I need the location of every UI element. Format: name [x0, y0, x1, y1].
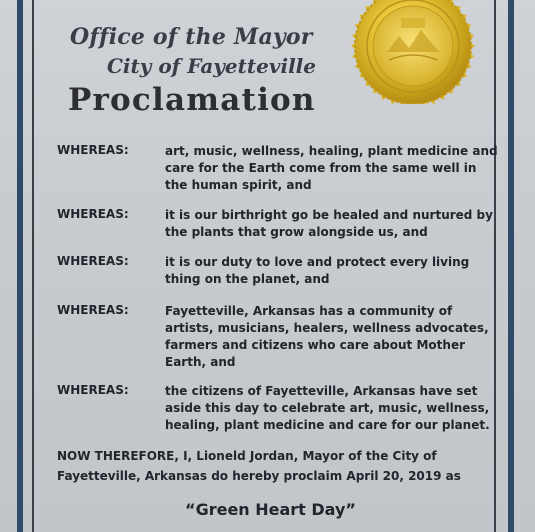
- clause-text: [165, 143, 498, 194]
- clause-line: the plants that grow alongside us, and: [165, 225, 428, 239]
- clause-text: [165, 207, 493, 241]
- clause-line: care for the Earth come from the same well in: [165, 161, 477, 175]
- clause-line: healing, plant medicine and care for our planet.: [165, 418, 490, 432]
- clause-line: Earth, and: [165, 355, 236, 369]
- clause-line: thing on the planet, and: [165, 272, 330, 286]
- clause-line: the citizens of Fayetteville, Arkansas have set: [165, 384, 478, 398]
- clause-line: farmers and citizens who care about Mother: [165, 338, 465, 352]
- clause-text: [165, 383, 490, 434]
- office-title: Office of the Mayor: [70, 24, 313, 50]
- whereas-keyword: WHEREAS:: [57, 207, 129, 221]
- whereas-keyword: WHEREAS:: [57, 303, 129, 317]
- whereas-keyword: WHEREAS:: [57, 254, 129, 268]
- whereas-keyword: WHEREAS:: [57, 143, 129, 157]
- clause-line: it is our birthright go be healed and nurtured by: [165, 208, 493, 222]
- proclamation-line: NOW THEREFORE, I, Lioneld Jordan, Mayor of the City of: [57, 449, 437, 463]
- proclamation-heading: Proclamation: [68, 82, 316, 118]
- clause-line: it is our duty to love and protect every living: [165, 255, 470, 269]
- day-name-text: “Green Heart Day”: [185, 500, 356, 519]
- clause-text: [165, 303, 489, 371]
- clause-line: the human spirit, and: [165, 178, 312, 192]
- clause-text: [165, 254, 485, 288]
- day-name: [0, 500, 535, 519]
- proclamation-line: Fayetteville, Arkansas do hereby proclaim April 20, 2019 as: [57, 469, 461, 483]
- clause-line: art, music, wellness, healing, plant medicine and: [165, 144, 498, 158]
- whereas-keyword: WHEREAS:: [57, 383, 129, 397]
- city-title: City of Fayetteville: [107, 54, 316, 78]
- clause-line: artists, musicians, healers, wellness advocates,: [165, 321, 489, 335]
- clause-line: aside this day to celebrate art, music, wellness,: [165, 401, 490, 415]
- document-header: [0, 0, 535, 130]
- clause-line: Fayetteville, Arkansas has a community of: [165, 304, 453, 318]
- gold-seal-icon: [346, 0, 480, 104]
- proclamation-statement: [57, 446, 461, 486]
